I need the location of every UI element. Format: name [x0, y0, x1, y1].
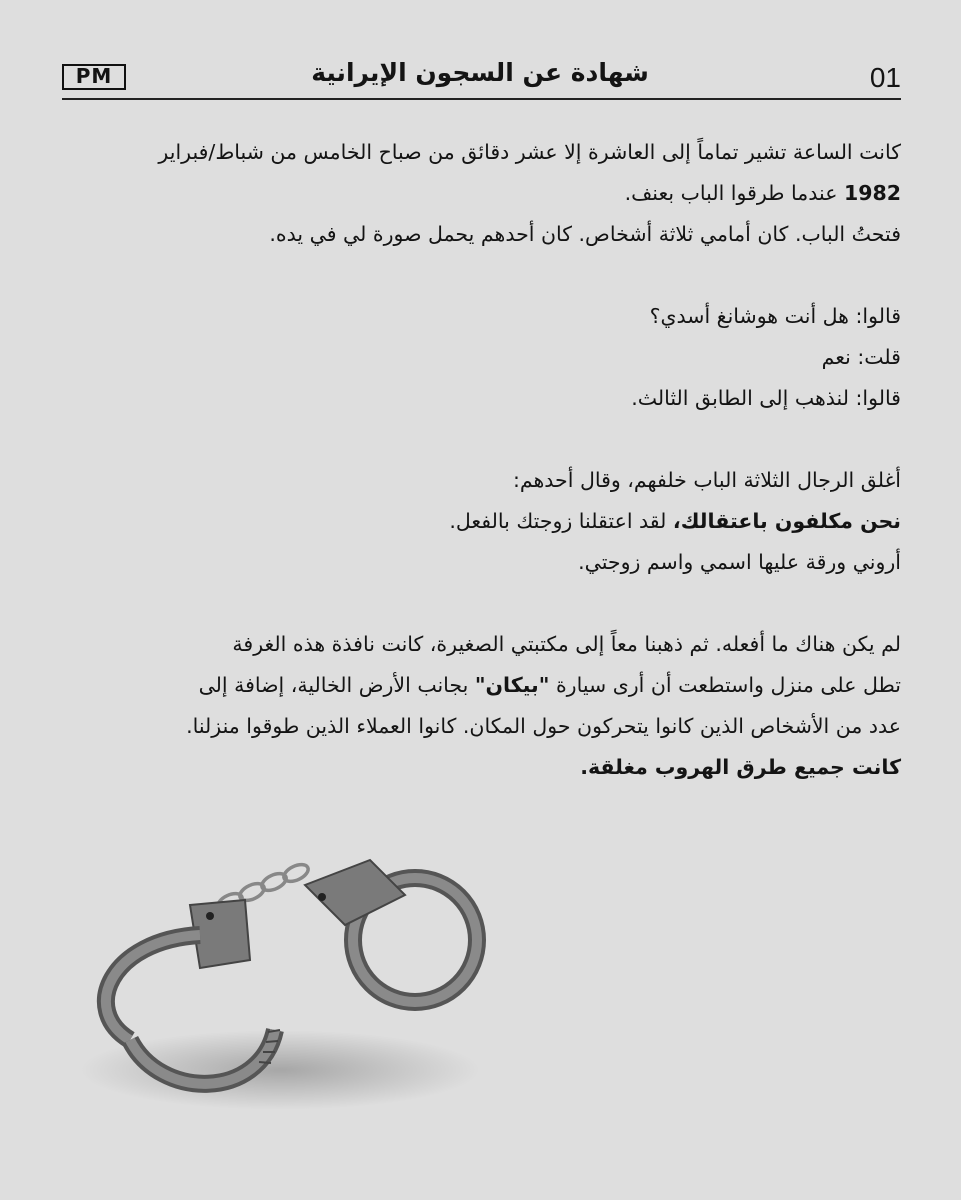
spacer	[62, 419, 901, 460]
paragraph-line: قلت: نعم	[821, 345, 901, 369]
paragraph-line	[62, 173, 901, 214]
paragraph-line: كانت الساعة تشير تماماً إلى العاشرة إلا عشر دقائق من صباح الخامس من شباط/فبراير	[158, 140, 901, 164]
logo: PM	[62, 64, 126, 90]
paragraph-line: عدد من الأشخاص الذين كانوا يتحركون حول المكان. كانوا العملاء الذين طوقوا منزلنا.	[186, 714, 901, 738]
paragraph-line: أروني ورقة عليها اسمي واسم زوجتي.	[578, 550, 901, 574]
paragraph-line: فتحتُ الباب. كان أمامي ثلاثة أشخاص. كان أحدهم يحمل صورة لي في يده.	[269, 222, 901, 246]
text-span: لقد اعتقلنا زوجتك بالفعل.	[449, 509, 673, 533]
paragraph-line: لم يكن هناك ما أفعله. ثم ذهبنا معاً إلى مكتبتي الصغيرة، كانت نافذة هذه الغرفة	[232, 632, 901, 656]
handcuffs-icon	[80, 840, 510, 1140]
paragraph-line	[62, 501, 901, 542]
page-number: 01	[869, 62, 901, 93]
text-span: بجانب الأرض الخالية، إضافة إلى	[198, 673, 475, 697]
paragraph-line: أغلق الرجال الثلاثة الباب خلفهم، وقال أحدهم:	[512, 468, 901, 492]
text-span: عندما طرقوا الباب بعنف.	[624, 181, 844, 205]
paragraph-line: كانت جميع طرق الهروب مغلقة.	[580, 755, 901, 779]
spacer	[62, 255, 901, 296]
year-text: 1982	[843, 181, 901, 205]
text-span: تطل على منزل واستطعت أن أرى سيارة	[549, 673, 901, 697]
paragraph-line	[62, 665, 901, 706]
spacer	[62, 583, 901, 624]
bold-text: "بيكان"	[474, 673, 550, 697]
paragraph-line: قالوا: لنذهب إلى الطابق الثالث.	[631, 386, 901, 410]
bold-text: نحن مكلفون باعتقالك،	[672, 509, 901, 533]
page-title: شهادة عن السجون الإيرانية	[311, 58, 649, 87]
article-body	[62, 132, 901, 788]
header-divider	[62, 98, 901, 100]
paragraph-line: قالوا: هل أنت هوشانغ أسدي؟	[649, 304, 901, 328]
